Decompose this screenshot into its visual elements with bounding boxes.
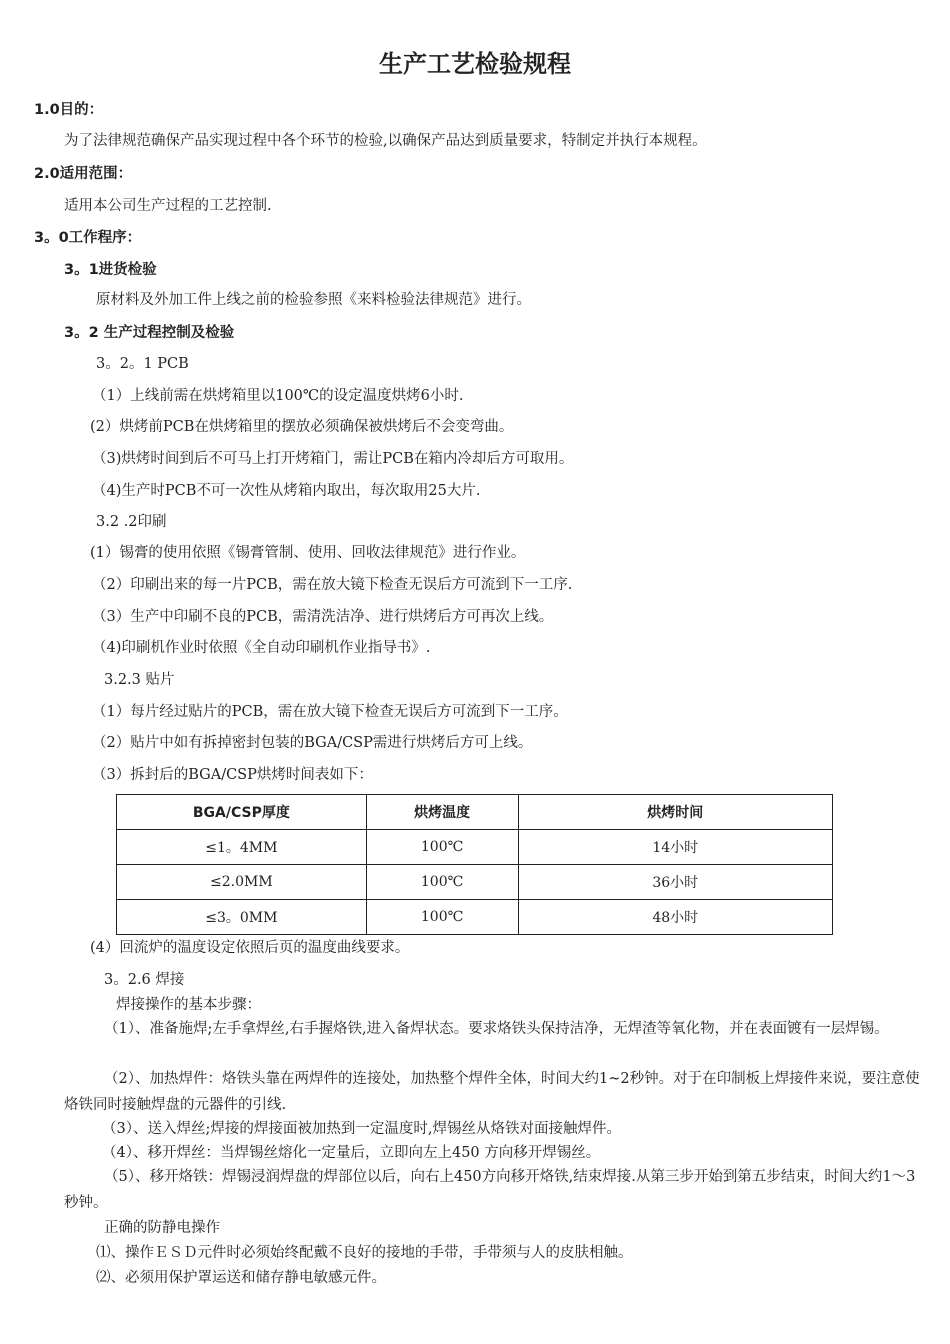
section-2-heading: 2.0适用范围： [34,166,133,182]
pcb-item: （1）上线前需在烘烤箱里以100℃的设定温度烘烤6小时. [92,388,464,404]
section-2-body: 适用本公司生产过程的工艺控制. [64,198,272,214]
table-cell: 100℃ [366,830,518,865]
pcb-item: （3)烘烤时间到后不可马上打开烤箱门，需让PCB在箱内冷却后方可取用。 [92,451,574,467]
table-row [117,865,833,900]
table-row [117,900,833,935]
section-3-1-body: 原材料及外加工件上线之前的检验参照《来料检验法律规范》进行。 [96,292,531,308]
section-3-2-heading: 3。2 生产过程控制及检验 [64,325,235,341]
pcb-heading: 3。2。1 PCB [96,356,189,372]
pcb-item: (2）烘烤前PCB在烘烤箱里的摆放必须确保被烘烤后不会变弯曲。 [90,419,514,435]
table-cell: 100℃ [366,900,518,935]
solder-heading: 3。2.6 焊接 [104,972,185,988]
table-cell: 48小时 [518,900,833,935]
table-cell: ≤3。0MM [117,900,367,935]
section-3-heading: 3。0工作程序： [34,230,142,246]
table-cell: ≤1。4MM [117,830,367,865]
solder-intro: 焊接操作的基本步骤： [116,997,261,1013]
page-title: 生产工艺检验规程 [379,50,571,78]
table-cell: 100℃ [366,865,518,900]
solder-step: （4）、移开焊丝：当焊锡丝熔化一定量后，立即向左上450 方向移开焊锡丝。 [102,1145,601,1161]
print-heading: 3.2 .2印刷 [96,514,167,530]
section-1-heading: 1.0目的： [34,102,104,118]
pcb-item: （4)生产时PCB不可一次性从烤箱内取出，每次取用25大片. [92,483,481,499]
table-header-cell: 烘烤时间 [518,795,833,830]
table-header-cell: BGA/CSP厚度 [117,795,367,830]
smt-item: (4）回流炉的温度设定依照后页的温度曲线要求。 [90,940,410,956]
smt-item: （1）每片经过贴片的PCB，需在放大镜下检查无误后方可流到下一工序。 [92,704,568,720]
table-cell: 14小时 [518,830,833,865]
print-item: (1）锡膏的使用依照《锡膏管制、使用、回收法律规范》进行作业。 [90,545,526,561]
bake-time-table [116,794,833,935]
smt-heading: 3.2.3 贴片 [104,672,175,688]
print-item: （2）印刷出来的每一片PCB，需在放大镜下检查无误后方可流到下一工序. [92,577,573,593]
smt-item: （2）贴片中如有拆掉密封包装的BGA/CSP需进行烘烤后方可上线。 [92,735,533,751]
solder-step: （5）、移开烙铁：焊锡浸润焊盘的焊部位以后，向右上450方向移开烙铁,结束焊接.从第三步开始到第五步结束，时间大约1～3秒钟。 [64,1169,916,1211]
table-row [117,830,833,865]
solder-step: （1）、准备施焊;左手拿焊丝,右手握烙铁,进入备焊状态。要求烙铁头保持洁净，无焊渣等氧化物，并在表面镀有一层焊锡。 [104,1021,889,1037]
table-header-cell: 烘烤温度 [366,795,518,830]
print-item: （3）生产中印刷不良的PCB，需清洗洁净、进行烘烤后方可再次上线。 [92,609,554,625]
esd-item: ⑵、必须用保护罩运送和储存静电敏感元件。 [96,1270,386,1286]
section-1-body: 为了法律规范确保产品实现过程中各个环节的检验,以确保产品达到质量要求，特制定并执行本规程。 [64,133,707,149]
table-cell: 36小时 [518,865,833,900]
print-item: （4)印刷机作业时依照《全自动印刷机作业指导书》. [92,640,431,656]
section-3-1-heading: 3。1进货检验 [64,262,157,278]
solder-step: （3）、送入焊丝;焊接的焊接面被加热到一定温度时,焊锡丝从烙铁对面接触焊件。 [102,1121,621,1137]
esd-heading: 正确的防静电操作 [104,1220,220,1236]
table-header-row [117,795,833,830]
solder-step: （2）、加热焊件：烙铁头靠在两焊件的连接处，加热整个焊件全体，时间大约1~2秒钟。对于在印制板上焊接件来说，要注意使烙铁同时接触焊盘的元器件的引线. [64,1071,920,1113]
esd-item: ⑴、操作ＥＳＤ元件时必须始终配戴不良好的接地的手带，手带须与人的皮肤相触。 [96,1245,633,1261]
smt-item: （3）拆封后的BGA/CSP烘烤时间表如下： [92,767,373,783]
table-cell: ≤2.0MM [117,865,367,900]
